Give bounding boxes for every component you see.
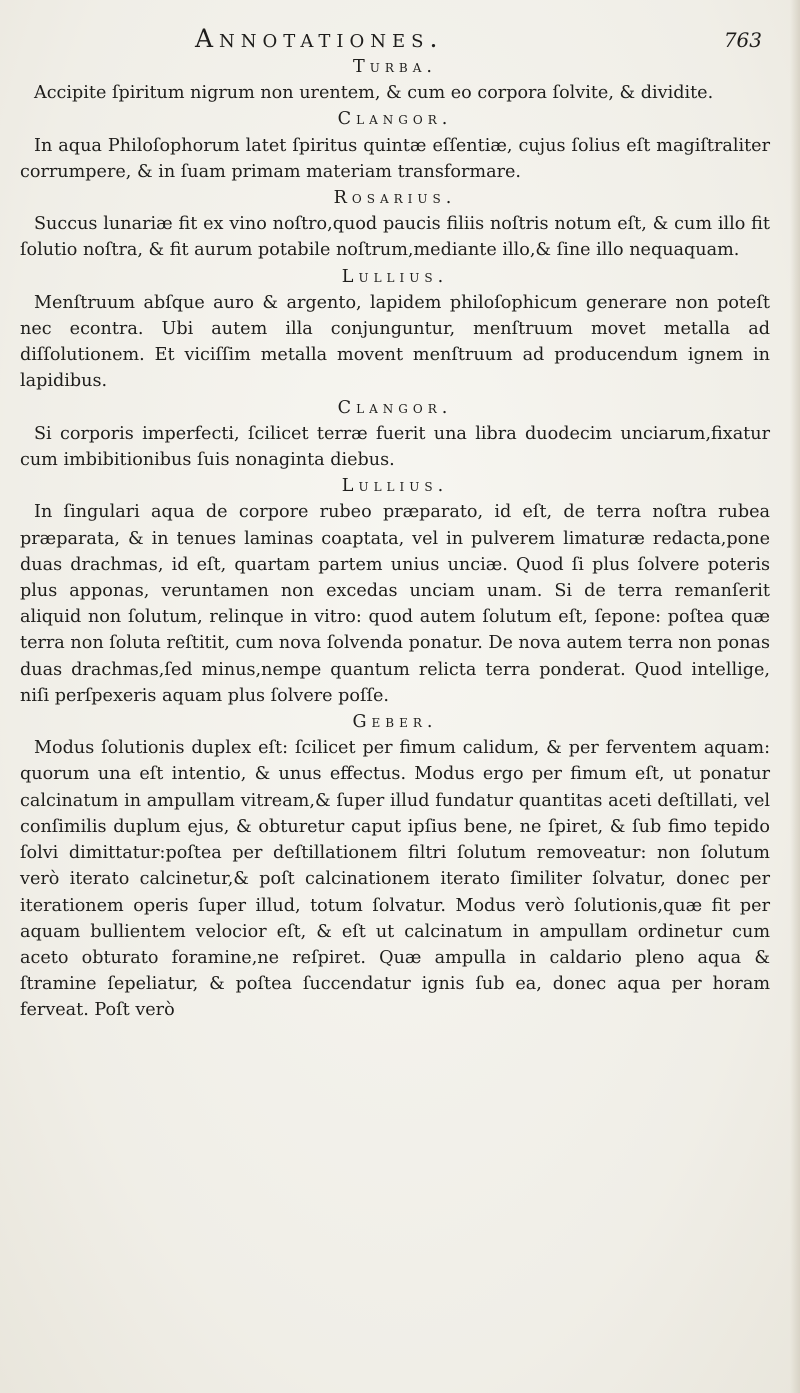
- body-text: [20, 54, 770, 1024]
- page-edge-shadow: [790, 0, 800, 1393]
- section-text-lullius: Menſtruum abſque auro & argento, lapidem philoſophicum generare non poteſt nec econtra. Ubi autem illa conjunguntur, menſtruum movet metalla ad diſſolutionem. Et viciſſim metalla movent menſtruum ad producendum ignem in lapidibus.: [20, 292, 770, 392]
- section-text-lullius-2: In ſingulari aqua de corpore rubeo præparato, id eſt, de terra noſtra rubea præparata, & in tenues laminas coaptata, vel in pulverem limaturæ redacta,pone duas drachmas, id eſt, quartam partem unius unciæ. Quod ſi plus ſolvere poteris plus apponas, veruntamen non excedas unciam unam. Si de terra remanſerit aliquid non ſolutum, relinque in vitro: quod autem ſolutum eſt, ſepone: poſtea quæ terra non ſoluta reſtitit, cum nova ſolvenda ponatur. De nova autem terra non ponas duas drachmas,ſed minus,nempe quantum relicta terra ponderat. Quod intellige, niſi perſpexeris aquam plus ſolvere poſſe.: [20, 502, 770, 706]
- section-heading-geber: Geber.: [352, 712, 438, 733]
- section-text-turba: Accipite ſpiritum nigrum non urentem, & cum eo corpora ſolvite, & dividite.: [34, 83, 714, 104]
- section-text-clangor-2: Si corporis imperfecti, ſcilicet terræ fuerit una libra duodecim unciarum,fixatur cum imbibitionibus ſuis nonaginta diebus.: [20, 423, 770, 471]
- running-head: [20, 14, 770, 54]
- section-heading-turba: Turba.: [353, 57, 437, 77]
- section-heading-clangor: Clangor.: [337, 109, 453, 130]
- section-heading-rosarius: Rosarius.: [333, 188, 457, 209]
- running-title: Annotationes.: [195, 24, 444, 53]
- section-text-clangor: In aqua Philoſophorum latet ſpiritus quintæ eſſentiæ, cujus ſolius eſt magiſtraliter corrumpere, & in ſuam primam materiam transformare.: [20, 135, 770, 182]
- section-heading-lullius: Lullius.: [341, 266, 449, 287]
- section-heading-lullius-2: Lullius.: [341, 476, 449, 497]
- section-text-geber: Modus ſolutionis duplex eſt: ſcilicet per fimum calidum, & per ferventem aquam: quorum una eſt intentio, & unus effectus. Modus ergo per fimum eſt, ut ponatur calcinatum in ampullam vitream,& ſuper illud fundatur quantitas aceti deſtillati, vel conſimilis duplum ejus, & obturetur caput ipſius bene, ne ſpiret, & ſub fimo tepido ſolvi dimittatur:poſtea per deſtillationem filtri ſolutum removeatur: non ſolutum verò iterato calcinetur,& poſt calcinationem iterato ſimiliter ſolvatur, donec per iterationem operis ſuper illud, totum ſolvatur. Modus verò ſolutionis,quæ fit per aquam bullientem velocior eſt, & eſt ut calcinatum in ampullam ordinetur cum aceto obturato foramine,ne reſpiret. Quæ ampulla in caldario pleno aqua & ſtramine ſepeliatur, & poſtea ſuccendatur ignis ſub ea, donec aqua per horam ferveat. Poſt verò: [20, 738, 770, 1021]
- section-text-rosarius: Succus lunariæ fit ex vino noſtro,quod paucis filiis noſtris notum eſt, & cum illo fit ſolutio noſtra, & fit aurum potabile noſtrum,mediante illo,& ſine illo nequaquam.: [20, 214, 770, 261]
- section-heading-clangor-2: Clangor.: [337, 397, 453, 418]
- page-number: 763: [723, 28, 762, 52]
